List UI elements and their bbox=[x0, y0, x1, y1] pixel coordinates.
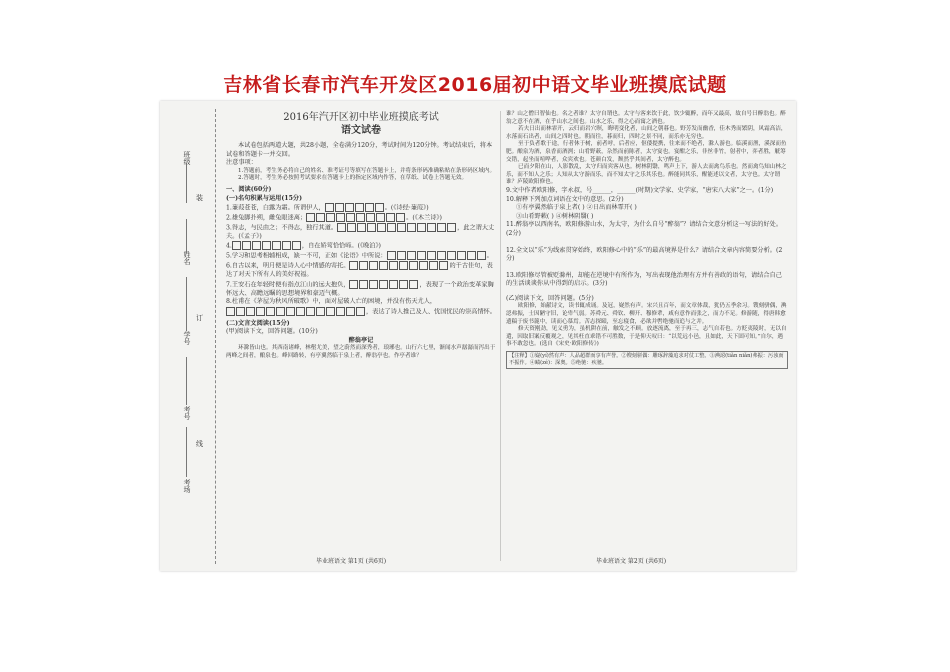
passage-text: 至于负者歌于途，行者休于树，前者呼，后者应，伛偻提携，往来而不绝者，滁人游也。临溪而渔，溪深而鱼肥。酿泉为酒，泉香而酒洌；山肴野蔌，杂然而前陈者，太守宴也。宴酣之乐，非丝非竹，射者中，弈者胜，觥筹交错，起坐而喧哗者，众宾欢也。苍颜白发，颓然乎其间者，太守醉也。 bbox=[506, 141, 787, 163]
answer-space bbox=[506, 239, 788, 247]
passage-text: 环滁皆山也。其西南诸峰，林壑尤美，望之蔚然而深秀者，琅琊也。山行六七里，渐闻水声潺潺而泻出于两峰之间者，酿泉也。峰回路转，有亭翼然临于泉上者，醉翁亭也。作亭者谁？ bbox=[226, 345, 496, 360]
note-item: 1.答题前，考生务必将自己的姓名、准考证号等填写在答题卡上，并将条形码准确粘贴在条形码区域内。 bbox=[238, 167, 496, 174]
seal-char-zhuang: 装 bbox=[196, 194, 203, 202]
intro-text: 本试卷包括两道大题，共28小题，全卷满分120分，考试时间为120分钟。考试结束后，将本试卷和答题卡一并交回。 bbox=[226, 142, 493, 158]
gutter-line bbox=[186, 277, 187, 331]
passage-text: 已而夕阳在山，人影散乱，太守归而宾客从也。树林阴翳，鸣声上下，游人去而禽鸟乐也。然而禽鸟知山林之乐，而不知人之乐；人知从太守游而乐，而不知太守之乐其乐也。醉能同其乐，醒能述以文者，太守也。太守谓谁？庐陵欧阳修也。 bbox=[506, 164, 787, 186]
question-item: 7.王安石在年轻时便有指点江山的远大抱负， ，表现了一个政治变革家胸怀远大、高瞻远瞩的思想境界和豪迈气概。 bbox=[226, 280, 494, 297]
gutter-line bbox=[186, 219, 187, 253]
binding-dashed-line bbox=[215, 109, 216, 564]
passage-title: 醉翁亭记 bbox=[348, 336, 374, 344]
subsection-heading: (甲)阅读下文，回答问题。(10分) bbox=[226, 328, 318, 336]
gutter-label-exam-id: 考号 bbox=[183, 406, 191, 420]
subsection-heading: (一)名句积累与运用(15分) bbox=[226, 194, 303, 202]
passage-text: 修天资刚劲，见义勇为，虽机阱在前，触发之不顾。放逐流离，至于再三，志气自若也。方贬夷陵时，无以自遣，因取旧案反覆观之，见其枉直乖错不可胜数，于是仰天叹曰：“以荒远小邑，且如此，天下固可知。”自尔，遇事不敢忽也。(选自《宋史·欧阳修传》) bbox=[506, 326, 787, 348]
gutter-line bbox=[186, 357, 187, 405]
passage-text: 欧阳修，始献诗文，读书辄成诵。及冠，嶷然有声。宋兴且百年，而文章体裁，犹仍五季余习。锼刻骈偶，淟涊弗振，士因陋守旧，论卑气弱。苏舜元、舜钦、柳开、穆修辈，咸有意作而张之，而力不足。修游随，得唐韩愈遗稿于废书簏中，读而心慕焉。苦志探赜，至忘寝食，必欲并辔绝驰而追与之并。 bbox=[506, 303, 787, 325]
scanned-exam-sheet bbox=[160, 101, 796, 571]
gutter-label-class: 班级 bbox=[183, 151, 191, 165]
gutter-line bbox=[186, 427, 187, 477]
passage-text: 若夫日出而林霏开，云归而岩穴暝，晦明变化者，山间之朝暮也。野芳发而幽香，佳木秀而繁阴，风霜高洁，水落而石出者，山间之四时也。朝而往，暮而归，四时之景不同，而乐亦无穷也。 bbox=[506, 126, 787, 140]
question-item: 3.得志，与民由之；不得志，独行其道。 ，此之谓大丈夫。(《孟子》) bbox=[226, 224, 495, 240]
page-one-column bbox=[226, 101, 496, 571]
question-item: 1.蒹葭苍苍，白露为霜。所谓伊人， 。(《诗经·蒹葭》) bbox=[226, 204, 429, 212]
question-item: 12.全文以“乐”为线索贯穿始终，欧阳修心中的“乐”的最高境界是什么？请结合文章内容简要分析。(2分) bbox=[506, 246, 783, 263]
question-item: 5.学习和思考相辅相成，缺一不可，正如《论语》中所说： 。 bbox=[226, 252, 493, 260]
answer-boxes bbox=[325, 203, 385, 213]
section-heading: 一、阅读(60分) bbox=[226, 185, 272, 193]
question-item: 11.醉翁亭以西南名，欧阳修游山水，为太守，为什么自号“醉翁”？请结合文意分析这一写法的好处。(2分) bbox=[506, 221, 783, 237]
page-footer: 毕业班语文 第2页 (共6页) bbox=[596, 558, 667, 566]
page-two-column bbox=[506, 101, 788, 571]
answer-boxes bbox=[349, 261, 449, 271]
notes-heading: 注意事项： bbox=[226, 159, 257, 167]
gutter-line bbox=[186, 163, 187, 203]
annotation-box: 【注释】①嶷(yí)然有声：人品超群而享有声誉。②锼刻骈偶：雕琢辞藻追求对仗工整。③淟涊(tiǎn niǎn)弗振：污浊而不振作。④赜(zé)：深奥。⑤绝驰：疾驰。 bbox=[506, 351, 788, 369]
gutter-label-number: 学号 bbox=[183, 331, 191, 345]
answer-boxes bbox=[232, 241, 302, 251]
paper-title: 语文试卷 bbox=[341, 125, 381, 136]
gutter-label-name: 姓名 bbox=[183, 251, 191, 265]
seal-char-xian: 线 bbox=[196, 440, 203, 448]
answer-space bbox=[506, 264, 788, 272]
question-item: 6.自古以来，明月便是诗人心中情感的寄托。 的千古佳句，表达了对天下所有人的美好祝福。 bbox=[226, 262, 493, 279]
passage-text: 谁？山之僧曰智仙也。名之者谁？太守自谓也。太守与客来饮于此，饮少辄醉，而年又最高，故自号曰醉翁也。醉翁之意不在酒，在乎山水之间也。山水之乐，得之心而寓之酒也。 bbox=[506, 111, 786, 125]
exam-title: 2016年汽开区初中毕业班摸底考试 bbox=[283, 112, 439, 123]
gutter-label-room: 考场 bbox=[183, 479, 191, 493]
answer-boxes bbox=[337, 223, 457, 233]
question-item: 9.文中作者欧阳修，字永叔，号______，______(时期)文学家、史学家，“唐宋八大家”之一。(1分) bbox=[506, 186, 774, 194]
document-title: 吉林省长春市汽车开发区2016届初中语文毕业班摸底试题 bbox=[223, 74, 727, 96]
binding-gutter bbox=[160, 101, 222, 571]
subsection-heading: (乙)阅读下文，回答问题。(5分) bbox=[506, 294, 594, 302]
section-heading: (二)文言文阅读(15分) bbox=[226, 319, 290, 327]
question-subitem: ③山肴野蔌( ) ④树林阴翳( ) bbox=[516, 212, 594, 220]
answer-boxes bbox=[306, 213, 406, 223]
question-item: 10.解释下列加点词语在文中的意思。(2分) bbox=[506, 195, 624, 203]
question-item: 4. ，自在娇莺恰恰啼。(《晚泊》) bbox=[226, 242, 381, 250]
answer-boxes bbox=[349, 280, 419, 290]
question-item: 8.杜甫在《茅屋为秋风所破歌》中，面对屋破人亡的困境，并没有伤天尤人，，表达了诗人推己及人、忧国忧民的崇高情怀。 bbox=[226, 298, 496, 316]
column-divider bbox=[500, 111, 501, 561]
note-item: 2.答题时，考生务必按照考试要求在答题卡上的指定区域内作答，在草纸、试卷上答题无效。 bbox=[238, 175, 468, 182]
question-subitem: ①有亭翼然临于泉上者( ) ②日出而林霏开( ) bbox=[516, 204, 637, 212]
answer-boxes bbox=[387, 251, 487, 261]
question-item: 2.雄兔脚扑朔，雌兔眼迷离； 。(《木兰诗》) bbox=[226, 214, 442, 222]
answer-boxes bbox=[226, 307, 366, 317]
question-item: 13.欧阳修尽管被贬滁州，却能在逆境中有所作为，写出表现他治理有方并有善政的语句，请结合自己的生活谈谈你从中得到的启示。(3分) bbox=[506, 271, 782, 288]
seal-char-ding: 订 bbox=[196, 314, 203, 322]
page-footer: 毕业班语文 第1页 (共6页) bbox=[316, 558, 387, 566]
